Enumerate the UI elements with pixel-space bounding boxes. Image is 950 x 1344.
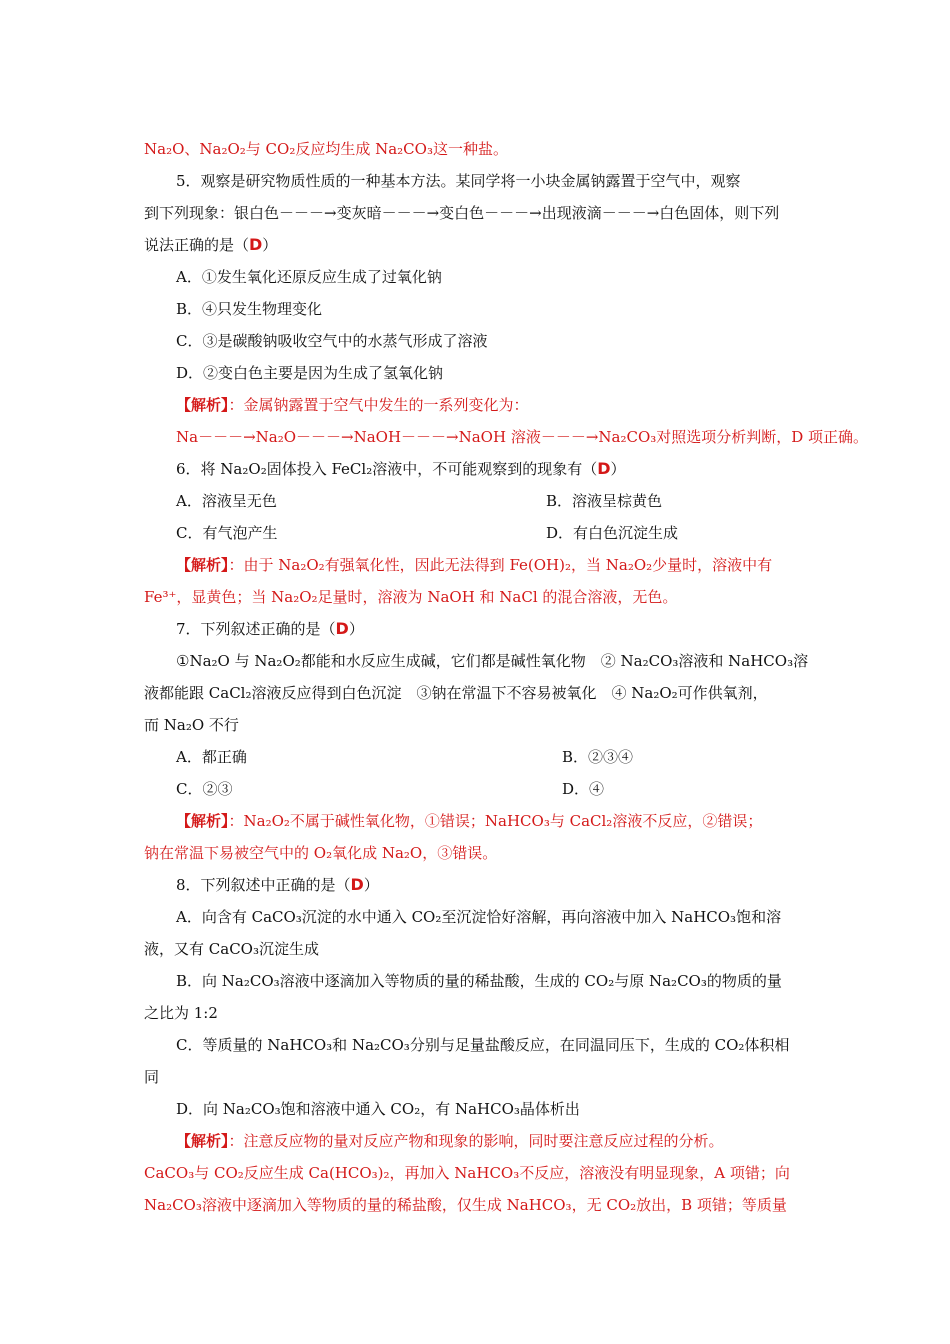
- q6-paren-close: ）: [610, 460, 626, 478]
- q5-stem-line2: 到下列现象：银白色－－－→变灰暗－－－→变白色－－－→出现液滴－－－→白色固体，则下列: [144, 204, 780, 222]
- q6-explanation-line2: Fe³⁺，显黄色；当 Na₂O₂足量时，溶液为 NaOH 和 NaCl 的混合溶液，无色。: [144, 588, 678, 606]
- q7-explanation-line1: [176, 810, 840, 832]
- q6-stem: [176, 458, 840, 480]
- q8-option-a-line2: 液，又有 CaCO₃沉淀生成: [144, 940, 319, 958]
- q5-explanation-line1: [176, 394, 840, 416]
- q5-stem-line3: [144, 234, 808, 256]
- q7-stem: [176, 618, 840, 640]
- q5-option-d: D．②变白色主要是因为生成了氢氧化钠: [176, 364, 444, 382]
- q6-option-b: B．溶液呈棕黄色: [546, 492, 663, 510]
- q7-option-b: B．②③④: [562, 748, 634, 766]
- q8-option-d: D．向 Na₂CO₃饱和溶液中通入 CO₂，有 NaHCO₃晶体析出: [176, 1100, 580, 1118]
- prev-explanation-tail: Na₂O、Na₂O₂与 CO₂反应均生成 Na₂CO₃这一种盐。: [144, 140, 508, 158]
- q7-paren-close: ）: [348, 620, 364, 638]
- q7-statement-line3: 而 Na₂O 不行: [144, 716, 239, 734]
- q7-statement-line1: ①Na₂O 与 Na₂O₂都能和水反应生成碱，它们都是碱性氧化物 ② Na₂CO₃溶液和 NaHCO₃溶: [176, 652, 809, 670]
- q8-explanation-line3: Na₂CO₃溶液中逐滴加入等物质的量的稀盐酸，仅生成 NaHCO₃，无 CO₂放出，B 项错；等质量: [144, 1196, 787, 1214]
- q8-option-b-line2: 之比为 1:2: [144, 1004, 218, 1022]
- q8-option-b-line1: B．向 Na₂CO₃溶液中逐滴加入等物质的量的稀盐酸，生成的 CO₂与原 Na₂CO₃的物质的量: [176, 972, 782, 990]
- q7-explanation-tag: 【解析】: [176, 812, 229, 830]
- q6-explanation-line1: [176, 554, 840, 576]
- q6-explanation-text: ：由于 Na₂O₂有强氧化性，因此无法得到 Fe(OH)₂，当 Na₂O₂少量时，溶液中有: [228, 556, 773, 574]
- q8-stem-text: 8．下列叙述中正确的是（: [176, 876, 351, 894]
- q8-explanation-line1: [176, 1130, 840, 1152]
- q7-statement-line2: 液都能跟 CaCl₂溶液反应得到白色沉淀 ③钠在常温下不容易被氧化 ④ Na₂O₂可作供氧剂，: [144, 684, 768, 702]
- q7-option-a: A．都正确: [176, 748, 247, 766]
- q5-explanation-line2: Na－－－→Na₂O－－－→NaOH－－－→NaOH 溶液－－－→Na₂CO₃对照选项分析判断，D 项正确。: [176, 428, 869, 446]
- q5-option-a: A．①发生氧化还原反应生成了过氧化钠: [176, 268, 442, 286]
- q8-stem: [176, 874, 840, 896]
- q6-option-c: C．有气泡产生: [176, 524, 278, 542]
- q8-answer: D: [350, 875, 364, 894]
- q8-explanation-line2: CaCO₃与 CO₂反应生成 Ca(HCO₃)₂，再加入 NaHCO₃不反应，溶液没有明显现象，A 项错；向: [144, 1164, 790, 1182]
- q7-stem-text: 7．下列叙述正确的是（: [176, 620, 336, 638]
- q5-stem-line1: 5．观察是研究物质性质的一种基本方法。某同学将一小块金属钠露置于空气中，观察: [176, 172, 741, 190]
- q6-answer: D: [597, 459, 611, 478]
- q6-option-a: A．溶液呈无色: [176, 492, 277, 510]
- q7-explanation-text: ：Na₂O₂不属于碱性氧化物，①错误；NaHCO₃与 CaCl₂溶液不反应，②错误；: [228, 812, 763, 830]
- q6-option-d: D．有白色沉淀生成: [546, 524, 679, 542]
- q5-paren-close: ）: [262, 236, 278, 254]
- q5-option-c: C．③是碳酸钠吸收空气中的水蒸气形成了溶液: [176, 332, 488, 350]
- q5-stem-text: 说法正确的是（: [144, 236, 250, 254]
- q7-answer: D: [335, 619, 349, 638]
- q8-option-c-line1: C．等质量的 NaHCO₃和 Na₂CO₃分别与足量盐酸反应，在同温同压下，生成的 CO₂体积相: [176, 1036, 790, 1054]
- q7-option-d: D．④: [562, 780, 605, 798]
- q8-option-a-line1: A．向含有 CaCO₃沉淀的水中通入 CO₂至沉淀恰好溶解，再向溶液中加入 NaHCO₃饱和溶: [176, 908, 782, 926]
- q8-option-c-line2: 同: [144, 1068, 160, 1086]
- q8-explanation-text: ：注意反应物的量对反应产物和现象的影响，同时要注意反应过程的分析。: [228, 1132, 724, 1150]
- q6-explanation-tag: 【解析】: [176, 556, 229, 574]
- q7-explanation-line2: 钠在常温下易被空气中的 O₂氧化成 Na₂O，③错误。: [144, 844, 498, 862]
- q8-paren-close: ）: [363, 876, 379, 894]
- q8-explanation-tag: 【解析】: [176, 1132, 229, 1150]
- q5-option-b: B．④只发生物理变化: [176, 300, 323, 318]
- q5-answer: D: [249, 235, 263, 254]
- q5-explanation-tag: 【解析】: [176, 396, 229, 414]
- q5-explanation-text: ：金属钠露置于空气中发生的一系列变化为：: [228, 396, 529, 414]
- q7-option-c: C．②③: [176, 780, 233, 798]
- q6-stem-text: 6．将 Na₂O₂固体投入 FeCl₂溶液中，不可能观察到的现象有（: [176, 460, 598, 478]
